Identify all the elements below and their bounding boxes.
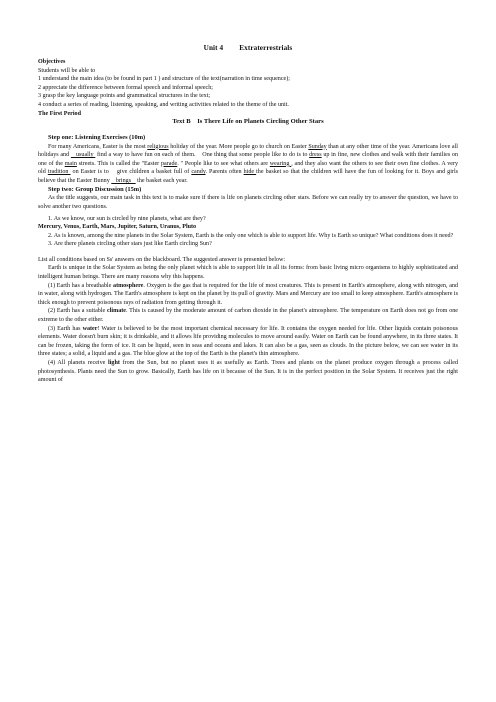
blank-answer: usually [70,152,96,159]
keyword: light [108,360,120,366]
unit-topic: Extraterrestrials [239,44,293,52]
text-title: Text B Is There Life on Planets Circling Other Stars [172,118,324,126]
step2-heading: Step two: Group Discussion (15m) [48,185,142,193]
keyword: water [82,325,98,332]
step1-heading: Step one: Listening Exercises (10m) [48,133,146,141]
objective-item: 2 appreciate the difference between formal speech and informal speech; [38,84,213,91]
condition-1: (1) Earth has a breathable atmosphere. Oxygen is the gas that is required for the life of most creatures. This is present in Earth's atmosphere, along with nitrogen, and in water, along with hydrogen. The Earth's atmosphere is kept on the planet by its pull of gravity. Mars and Mercury are too small to keep atmosphere. Earth's atmosphere is thick enough to prevent poisonous rays of radiation from getting through it. [38,282,458,306]
question-1: 1. As we know, our sun is circled by nine planets, what are they? [48,215,206,222]
objectives-intro: Students will be able to [38,67,96,74]
suggested-answer: Earth is unique in the Solar System as being the only planet which is able to support life in all its forms: from basic living micro organisms to highly sophisticated and intelligent human beings. There are many reasons why this happens. [38,265,458,281]
step1-paragraph: For many Americans, Easter is the most religious holiday of the year. More people go to church on Easter Sunday than at any other time of the year. Americans love all holidays and usually find a way to have fun on each of them. One thing that some people like to do is to dress up in fine, new clothes and walk with their families on one of the main streets. This is called the "Easter parade. " People like to see what others are wearing , and they also want the others to see their own fine clothes. A very old tradition on Easter is to give children a basket full of candy. Parents often hide the basket so that the children will have the fun of looking for it. Boys and girls believe that the Easter Bunny brings the basket each year. [38,143,460,184]
blank-answer: main [64,160,77,167]
blank-answer: candy [191,169,206,176]
keyword: atmosphere [113,282,144,289]
unit-title [38,44,458,52]
blank-answer: wearing [269,160,292,167]
unit-label: Unit 4 [203,44,224,52]
list-intro: List all conditions based on Ss' answers on the blackboard. The suggested answer is presented below: [38,256,286,263]
objective-item: 3 grasp the key language points and grammatical structures in the text; [38,93,211,100]
condition-4: (4) All planets receive light from the Sun, but no planet uses it as usefully as Earth. Trees and plants on the planet produce oxygen through a process called photosynthesis. Plants need the Sun to grow. Basically, Earth has life on it because of the Sun. It is in the perfect position in the Solar System. It receives just the right amount of [38,360,458,384]
condition-2: (2) Earth has a suitable climate. This is caused by the moderate amount of carbon dioxide in the planet's atmosphere. The temperature on Earth does not go from one extreme to the other either. [38,308,459,324]
step2-intro: As the title suggests, our main task in this text is to make sure if there is life on planets circling other stars. Before we can really try to answer the question, we have to solve another two questions. [38,195,458,210]
blank-answer: Sunday [308,143,327,150]
objectives-heading: Objectives [38,59,66,65]
blank-answer: tradition [47,169,71,176]
blank-answer: brings [111,177,136,184]
question-2: 2. As is known, among the nine planets in the Solar System, Earth is the only one which is able to support life. Why is Earth so unique? What conditions does it need? [48,232,454,239]
condition-3: (3) Earth has water! Water is believed to be the most important chemical necessary for life. It contains the oxygen needed for life. Other liquids contain poisonous elements. Water doesn't burn skin; it is drinkable, and it allows life providing molecules to move around easily. Water on Earth can be found anywhere, in its three states. It can be frozen, taking the form of ice. It can be liquid, seen in seas and oceans and lakes. It can also be a gas, seen as clouds. In the picture below, we can see water in its three states; a solid, a liquid and a gas. The blue glow at the top of the Earth is the planet's thin atmosphere. [38,325,458,358]
answer-1: Mercury, Venus, Earth, Mars, Jupiter, Saturn, Uranus, Pluto [38,224,197,231]
objective-item: 4 conduct a series of reading, listening, speaking, and writing activities related to the theme of the unit. [38,101,289,108]
blank-answer: parade [160,160,178,167]
period-heading: The First Period [38,110,81,117]
objective-item: 1 understand the main idea (to be found in part 1 ) and structure of the text(narration in time sequence); [38,76,290,83]
keyword: climate [107,308,126,315]
blank-answer: religious [147,143,169,150]
question-3: 3. Are there planets circling other stars just like Earth circling Sun? [48,241,212,248]
blank-answer: hide [243,169,257,176]
blank-answer: dress [309,152,322,159]
